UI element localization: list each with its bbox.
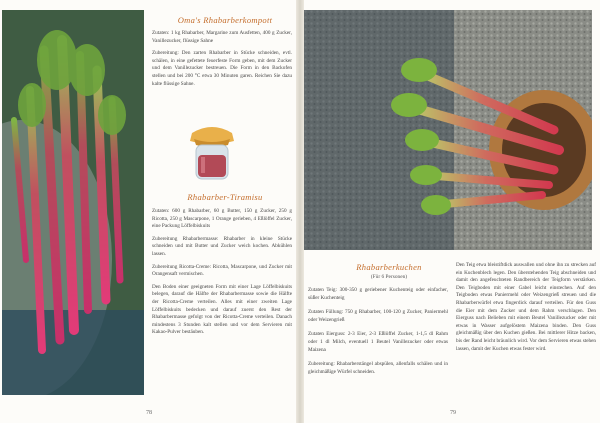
- preparation-kompott: Zubereitung: Den zarten Rhabarber in Stücke schneiden, evtl. schälen, in eine gefettete feuerfeste Form geben, mit dem Zucker und dem Vanillezucker bestreuen. Die Form in den Backofen stellen und bei 200 °C etwa 30 Minuten garen. Reichen Sie dazu kalte flüssige Sahne.: [152, 50, 292, 87]
- page-number-right: 79: [450, 410, 456, 416]
- recipe-text-tiramisu: [152, 208, 292, 341]
- ingredients-fuellung: Zutaten Füllung: 750 g Rhabarber, 100-120 g Zucker, Paniermehl oder Weizengrieß: [308, 309, 448, 323]
- recipe-text-kompott: [152, 30, 292, 92]
- rhubarb-bowl-illustration: [304, 10, 592, 250]
- preparation-assembly: Den Boden einer geeigneten Form mit einer Lage Löffelbiskuits belegen, darauf die Hälfte der Rhabarbermasse sowie die Hälfte der Ricotta-Creme verteilen. Alles mit einer zweiten Lage Löffelbiskuits bedecken und darauf zuerst den Rest der Rhabarbermasse gefolgt von der Ricotta-Creme verteilen. Danach mindestens 3 Stunden kalt stellen und vor dem Servieren mit Kakao-Pulver bestäuben.: [152, 283, 292, 336]
- jam-jar-illustration: [188, 123, 236, 183]
- preparation-rhabarbermasse: Zubereitung Rhabarbermasse: Rhabarber in kleine Stücke schneiden und mit Butter und Zucker weich kochen. Abkühlen lassen.: [152, 235, 292, 257]
- preparation-ricotta-creme: Zubereitung Ricotta-Creme: Ricotta, Mascarpone, und Zucker mit Orangensaft vermischen.: [152, 263, 292, 278]
- preparation-start: Zubereitung: Rhabarberstängel abspülen, allenfalls schälen und in gleichmäßige Würfel schneiden.: [308, 361, 448, 375]
- ingredients-eierguss: Zutaten Eierguss: 2-3 Eier, 2-3 Eßlöffel Zucker, 1-1,5 dl Rahm oder 1 dl Milch, eventuell 1 Beutel Vanillezucker oder etwas Maizena: [308, 331, 448, 353]
- right-page: [304, 0, 600, 423]
- ingredients-kompott: Zutaten: 1 kg Rhabarber, Margarine zum Ausfetten, 400 g Zucker, Vanillezucker, flüssige Sahne: [152, 30, 292, 44]
- jar-icon: [188, 123, 236, 183]
- rhubarb-stalks-illustration: [2, 10, 144, 395]
- recipe-servings: (Für 6 Personen): [370, 274, 408, 280]
- recipe-title-tiramisu: Rhabarber-Tiramisu: [187, 192, 263, 202]
- page-number-left: 78: [146, 410, 152, 416]
- recipe-title-kompott: Oma's Rhabarberkompott: [177, 15, 273, 25]
- left-page: [0, 0, 296, 423]
- recipe-title-kuchen: Rhabarberkuchen: [356, 262, 422, 272]
- ingredients-tiramisu: Zutaten: 600 g Rhabarber, 60 g Butter, 150 g Zucker, 250 g Ricotta, 250 g Mascarpone, 1 Orange gerieben, 4 Eßlöffel Zucker, eine Packung Löffelbiskuits: [152, 208, 292, 230]
- rhubarb-bowl-photo: [304, 10, 592, 250]
- ingredients-teig: Zutaten Teig: 300-350 g geriebener Kuchenteig oder einfacher, süßer Kuchenteig: [308, 287, 448, 301]
- recipe-ingredients-kuchen: [308, 287, 448, 380]
- rhubarb-stalks-photo: [2, 10, 144, 395]
- recipe-preparation-kuchen: Den Teig etwa bleistiftdick auswallen und ohne ihn zu strecken auf ein Kuchenblech legen. Den überstehenden Teig abschneiden und damit den angefeuchteten Randbereich der Teigform verstärken. Den Teigboden mit einer Gabel leicht einstechen. Auf den Teigboden etwas Paniermehl oder Weizengrieß streuen und die Rhabarberwürfel etwa fingerdick darauf verteilen. Für den Guss die Eier mit dem Zucker und dem Rahm verschlagen. Den Eierguss nach Belieben mit einem Beutel Vanillezucker oder mit etwas in Wasser aufgelöstem Maizena binden. Den Guss gleichmäßig über den Kuchen gießen. Bei mittlerer Hitze backen, bis der Rand leicht bräunlich wird. Vor dem Servieren etwas stehen lassen, damit der Kuchen etwas fester wird.: [456, 262, 596, 352]
- book-gutter: [296, 0, 304, 423]
